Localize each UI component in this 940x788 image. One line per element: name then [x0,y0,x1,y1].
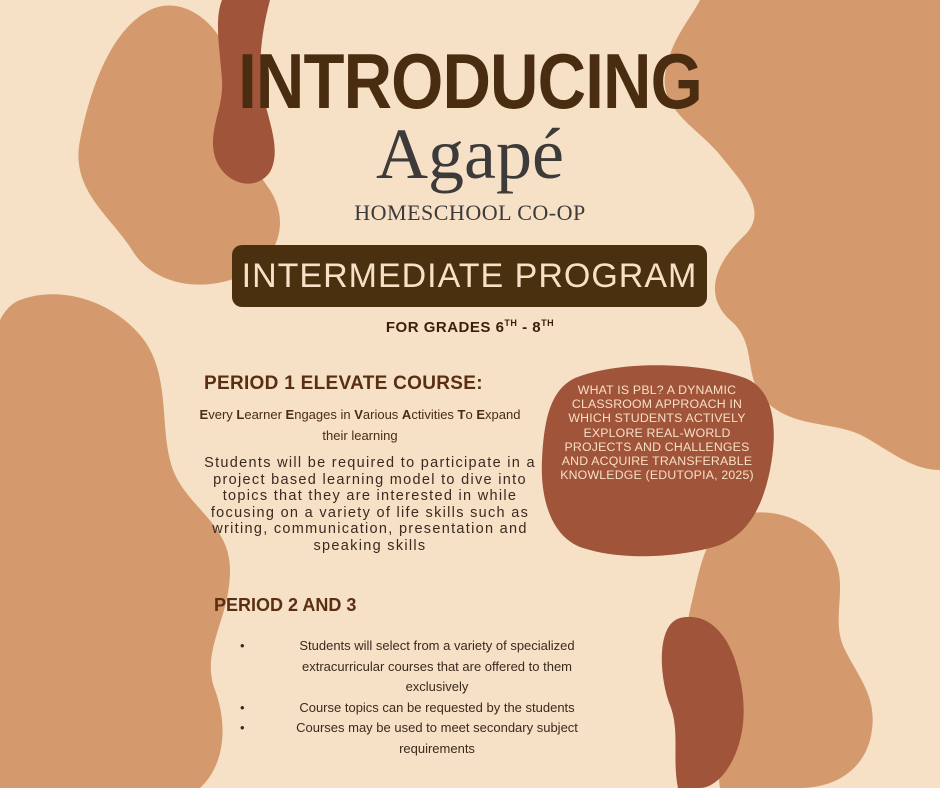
acronym-letter: T [457,407,466,422]
grades-prefix: FOR GRADES 6 [385,319,505,336]
acronym-letter: E [199,407,209,422]
acronym-letter: V [354,407,363,422]
grades-sup-end: TH [541,318,555,328]
period2-heading: PERIOD 2 AND 3 [214,595,357,615]
program-title: INTERMEDIATE PROGRAM [241,257,698,295]
period1-description: Students will be required to participate in a project based learning model to dive into topics that they are interested in while focusing on a variety of life skills such as writing, communication, presentation and speaking skills [204,455,536,554]
acronym-tail: their learning [322,428,398,443]
program-banner [232,245,707,307]
acronym-word: arious [362,407,402,422]
list-item [240,698,600,719]
acronym-letter: L [236,407,245,422]
bullet-icon: • [240,699,245,715]
acronym-word: very [208,407,237,422]
acronym-letter: E [285,407,295,422]
bullet-text: Courses may be used to meet secondary subject requirements [296,720,578,756]
period2-bullets [240,636,600,759]
elevate-acronym [170,404,550,446]
grades-mid: - 8 [517,319,542,336]
bullet-text: Course topics can be requested by the students [299,699,575,715]
grades-line [0,318,940,336]
acronym-letter: A [401,407,412,422]
bullet-icon: • [240,638,245,653]
list-item [240,718,600,759]
acronym-letter: E [476,407,486,422]
acronym-word: earner [244,407,286,422]
acronym-word: xpand [485,407,521,422]
acronym-word: ctivities [411,407,458,422]
grades-sup-start: TH [504,318,518,328]
bullet-icon: • [240,720,245,735]
acronym-line [200,407,521,422]
acronym-word: o [465,407,477,422]
list-item [240,636,600,698]
brand-subtitle: HOMESCHOOL CO-OP [354,200,586,225]
acronym-word: ngages in [294,407,355,422]
pbl-definition: WHAT IS PBL? A DYNAMIC CLASSROOM APPROACH IN WHICH STUDENTS ACTIVELY EXPLORE REAL-WORLD PROJECTS AND CHALLENGES AND ACQUIRE TRANSFERABLE KNOWLEDGE (EDUTOPIA, 2025) [560,383,754,483]
brand-name: Agapé [376,114,564,194]
introducing-heading: INTRODUCING [238,37,702,125]
period1-heading: PERIOD 1 ELEVATE COURSE: [204,373,483,394]
bullet-text: Students will select from a variety of specialized extracurricular courses that are offered to them exclusively [299,638,575,694]
